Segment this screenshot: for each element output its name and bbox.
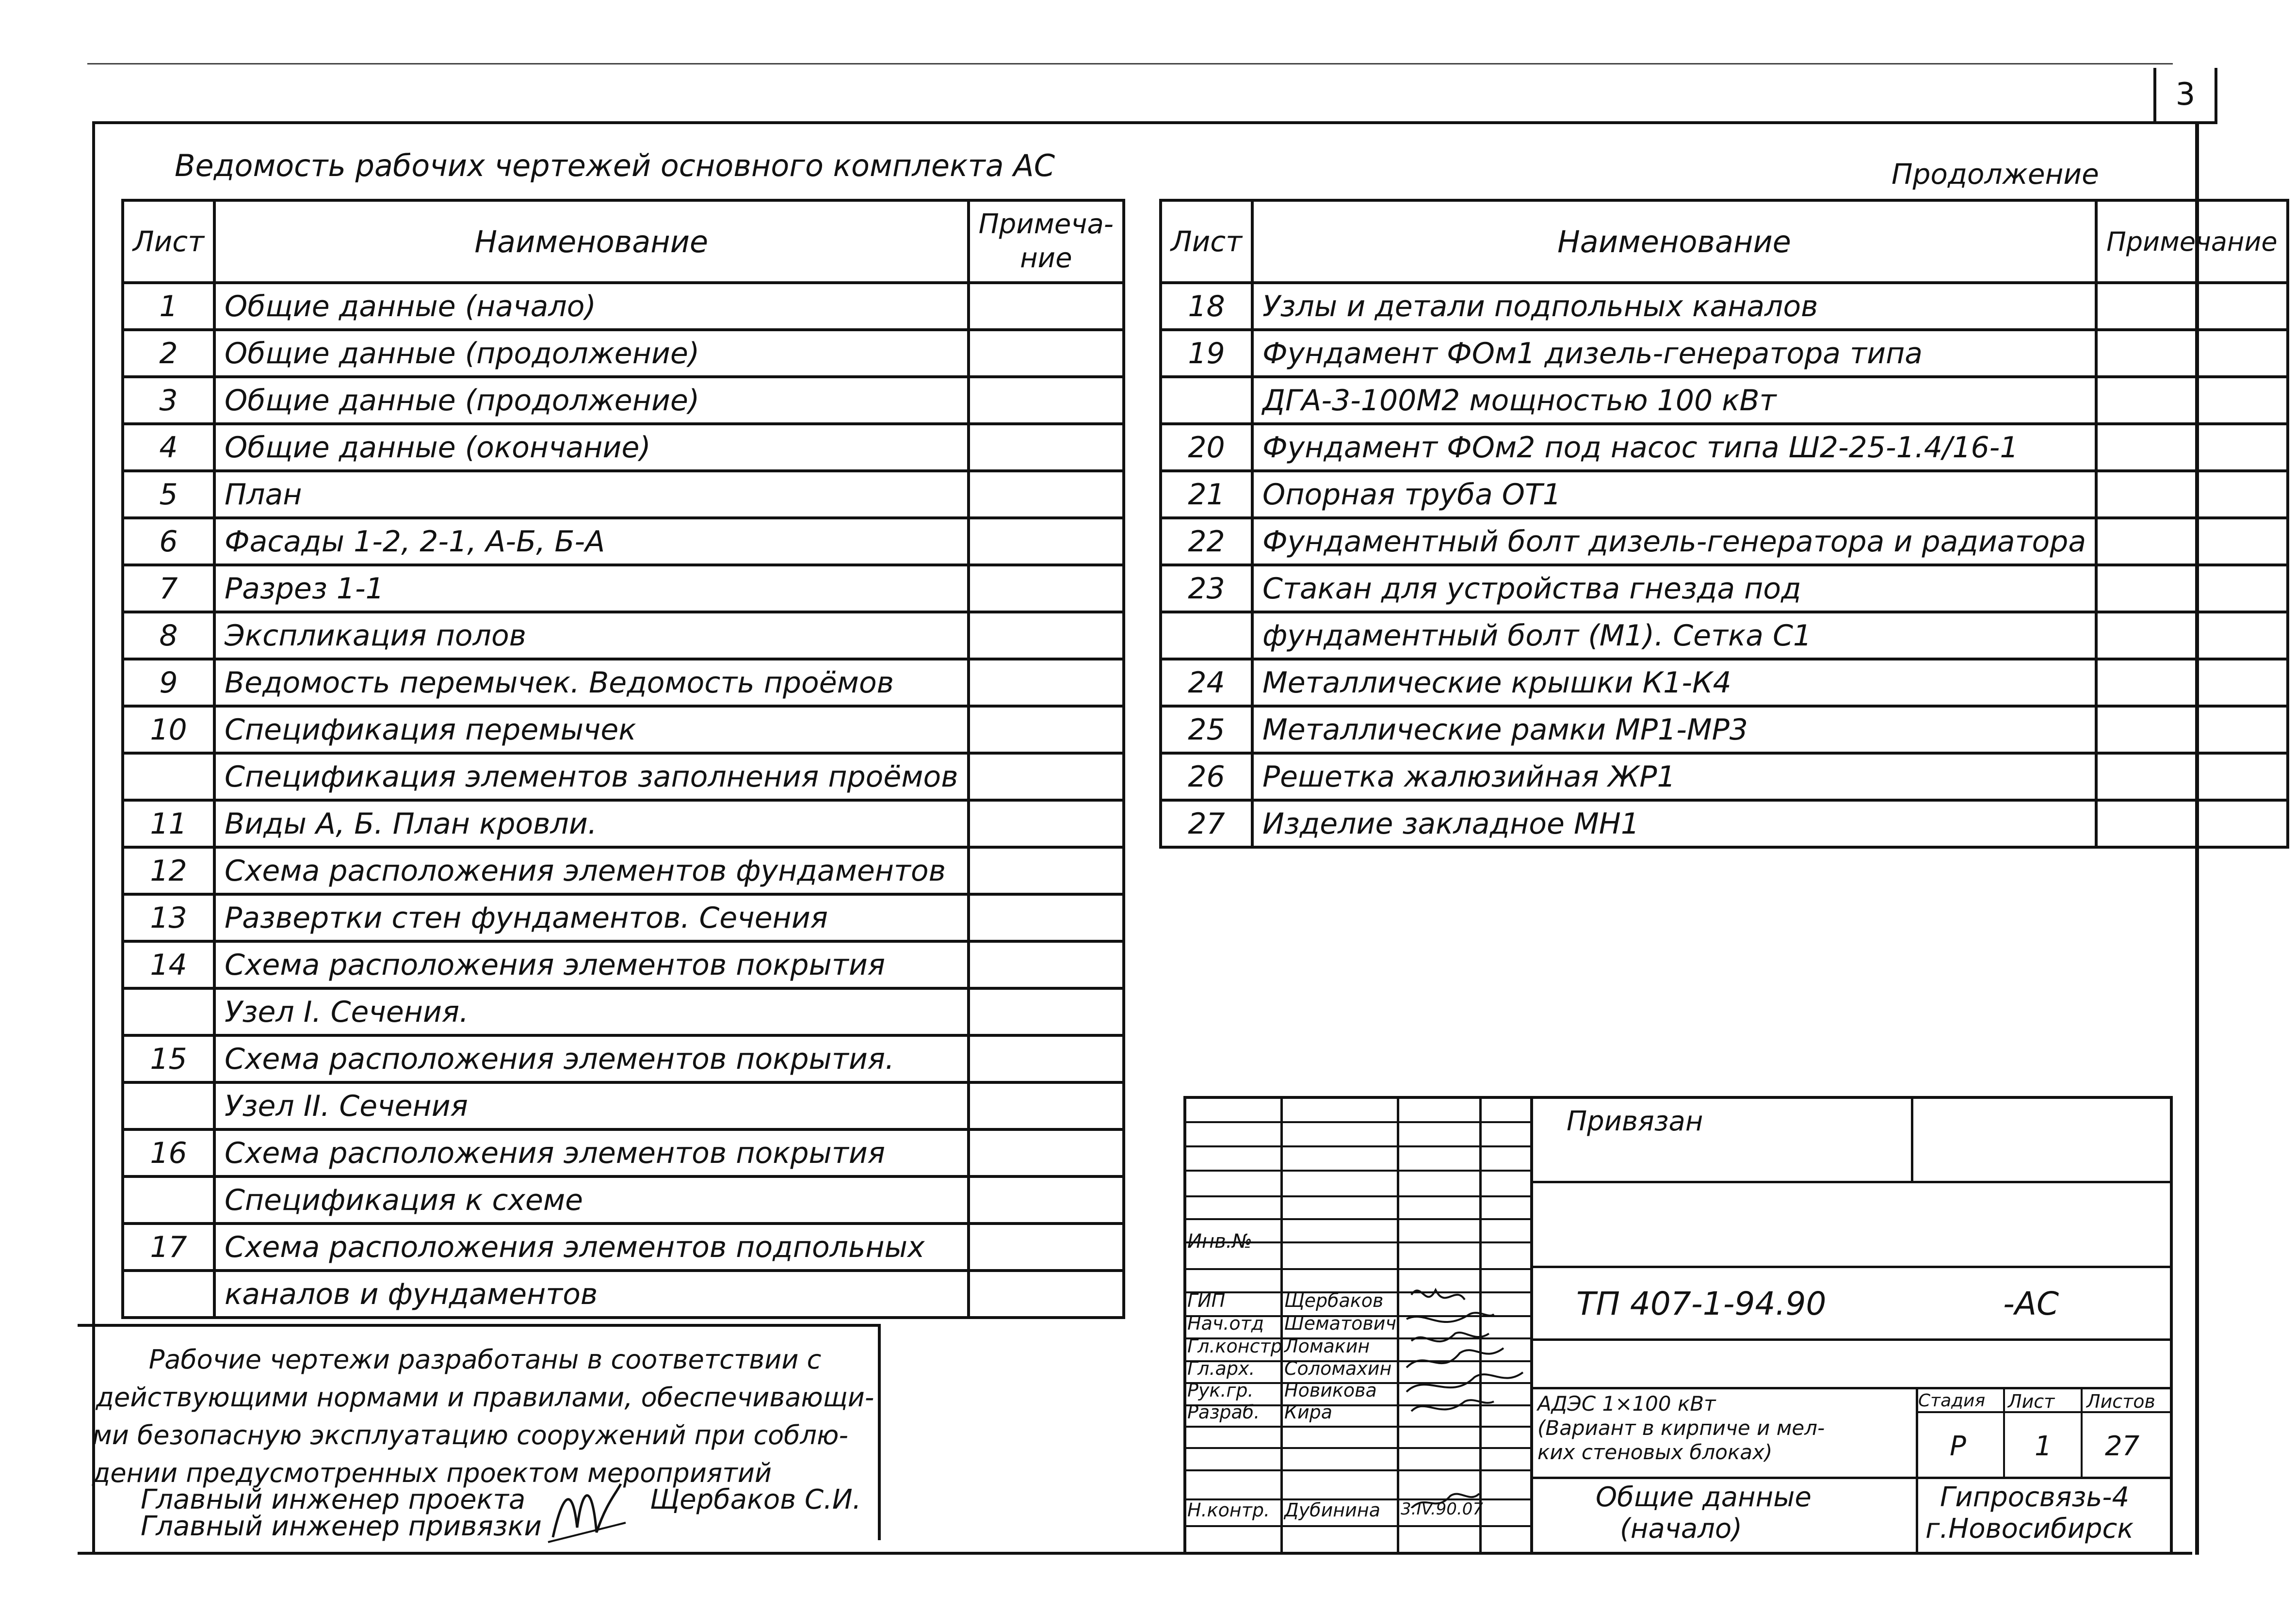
table-header-row bbox=[123, 200, 1124, 283]
sheets-label: Листов bbox=[2086, 1391, 2155, 1412]
table-row bbox=[1161, 612, 2288, 659]
note-cell bbox=[969, 612, 1124, 659]
note-cell bbox=[969, 988, 1124, 1035]
name-developer: Кира bbox=[1284, 1401, 1333, 1423]
table-row bbox=[123, 424, 1124, 471]
table-row bbox=[1161, 706, 2288, 753]
norm-control-date: 3.IV.90.07 bbox=[1401, 1499, 1483, 1519]
table-row bbox=[123, 1129, 1124, 1176]
drawing-name-cell: Узел II. Сечения bbox=[214, 1082, 969, 1129]
header-sheet: Лист bbox=[1161, 200, 1252, 283]
sheet-number-cell: 3 bbox=[123, 377, 214, 424]
bound-label: Привязан bbox=[1567, 1106, 1703, 1137]
drawing-name-cell: Спецификация к схеме bbox=[214, 1176, 969, 1224]
drawing-name-cell: План bbox=[214, 471, 969, 518]
note-cell bbox=[2096, 330, 2288, 377]
sheet-title-line-2: (начало) bbox=[1620, 1513, 1743, 1545]
sheet-title-line-1: Общие данные bbox=[1596, 1481, 1811, 1513]
drawing-name-cell: Спецификация элементов заполнения проёмов bbox=[214, 753, 969, 800]
table-row bbox=[1161, 800, 2288, 847]
sheet-number-cell: 20 bbox=[1161, 424, 1252, 471]
note-cell bbox=[969, 659, 1124, 706]
sheet-number-cell: 7 bbox=[123, 565, 214, 612]
drawing-name-cell: Схема расположения элементов покрытия bbox=[214, 941, 969, 988]
note-cell bbox=[2096, 659, 2288, 706]
right-drawings-table bbox=[1159, 199, 2289, 849]
chief-engineer-label: Главный инженер проекта bbox=[141, 1484, 526, 1515]
table-row bbox=[123, 377, 1124, 424]
note-cell bbox=[2096, 471, 2288, 518]
object-line-1: АДЭС 1×100 кВт bbox=[1537, 1392, 1716, 1416]
drawing-name-cell: Фундамент ФОм2 под насос типа Ш2-25-1.4/16-1 bbox=[1252, 424, 2096, 471]
top-rule bbox=[87, 63, 2173, 64]
header-note: Примечание bbox=[2096, 200, 2288, 283]
drawing-name-cell: Изделие закладное МН1 bbox=[1252, 800, 2096, 847]
note-line: ми безопасную эксплуатацию сооружений при соблю- bbox=[92, 1420, 848, 1450]
stage-value: Р bbox=[1950, 1431, 1966, 1462]
chief-signature bbox=[543, 1474, 631, 1547]
note-cell bbox=[969, 377, 1124, 424]
sheet-number-cell bbox=[123, 753, 214, 800]
table-row bbox=[123, 1082, 1124, 1129]
note-cell bbox=[969, 283, 1124, 330]
table-row bbox=[123, 988, 1124, 1035]
drawing-name-cell: каналов и фундаментов bbox=[214, 1271, 969, 1318]
drawing-name-cell: Узел I. Сечения. bbox=[214, 988, 969, 1035]
sheet-number-cell bbox=[1161, 612, 1252, 659]
object-line-2: (Вариант в кирпиче и мел- bbox=[1537, 1416, 1825, 1440]
table-header-row bbox=[1161, 200, 2288, 283]
drawing-name-cell: Схема расположения элементов подпольных bbox=[214, 1224, 969, 1271]
drawing-name-cell: Схема расположения элементов фундаментов bbox=[214, 847, 969, 894]
sheet-number-cell: 4 bbox=[123, 424, 214, 471]
table-row bbox=[1161, 753, 2288, 800]
header-sheet: Лист bbox=[123, 200, 214, 283]
note-cell bbox=[969, 518, 1124, 565]
note-cell bbox=[969, 424, 1124, 471]
drawing-name-cell: Фундаментный болт дизель-генератора и радиатора bbox=[1252, 518, 2096, 565]
role-gip: ГИП bbox=[1187, 1290, 1226, 1311]
role-chief-architect: Гл.арх. bbox=[1187, 1358, 1255, 1379]
role-developer: Разраб. bbox=[1187, 1401, 1260, 1423]
page-number-box bbox=[2153, 68, 2217, 124]
table-row bbox=[1161, 283, 2288, 330]
sheet-number-cell: 1 bbox=[123, 283, 214, 330]
note-line: Рабочие чертежи разработаны в соответствии с bbox=[148, 1344, 822, 1375]
table-row bbox=[123, 518, 1124, 565]
sheet-number-cell: 8 bbox=[123, 612, 214, 659]
table-row bbox=[1161, 330, 2288, 377]
sheet-number-cell: 14 bbox=[123, 941, 214, 988]
table-row bbox=[1161, 424, 2288, 471]
continuation-label: Продолжение bbox=[1892, 158, 2099, 191]
page-number: 3 bbox=[2175, 77, 2196, 113]
note-cell bbox=[969, 894, 1124, 941]
sheet-number-cell: 25 bbox=[1161, 706, 1252, 753]
drawing-name-cell: фундаментный болт (М1). Сетка С1 bbox=[1252, 612, 2096, 659]
note-cell bbox=[969, 1224, 1124, 1271]
sheet-number-cell: 2 bbox=[123, 330, 214, 377]
drawing-name-cell: Металлические крышки К1-К4 bbox=[1252, 659, 2096, 706]
sheet-value: 1 bbox=[2035, 1431, 2052, 1462]
name-norm-control: Дубинина bbox=[1284, 1499, 1380, 1521]
name-chief-architect: Соломахин bbox=[1284, 1358, 1392, 1379]
note-cell bbox=[2096, 565, 2288, 612]
note-cell bbox=[969, 1129, 1124, 1176]
sheet-number-cell: 23 bbox=[1161, 565, 1252, 612]
note-cell bbox=[2096, 706, 2288, 753]
table-row bbox=[123, 471, 1124, 518]
table-row bbox=[123, 612, 1124, 659]
drawing-name-cell: Экспликация полов bbox=[214, 612, 969, 659]
object-line-3: ких стеновых блоках) bbox=[1537, 1440, 1773, 1464]
bottom-rule bbox=[78, 1552, 2192, 1555]
table-row bbox=[123, 659, 1124, 706]
note-cell bbox=[2096, 800, 2288, 847]
note-cell bbox=[2096, 424, 2288, 471]
sheet-number-cell: 21 bbox=[1161, 471, 1252, 518]
header-name: Наименование bbox=[1252, 200, 2096, 283]
sheet-number-cell: 26 bbox=[1161, 753, 1252, 800]
name-chief-designer: Ломакин bbox=[1284, 1336, 1370, 1357]
table-row bbox=[123, 1224, 1124, 1271]
drawing-name-cell: Фундамент ФОм1 дизель-генератора типа bbox=[1252, 330, 2096, 377]
drawing-name-cell: Развертки стен фундаментов. Сечения bbox=[214, 894, 969, 941]
table-row bbox=[123, 565, 1124, 612]
drawing-name-cell: Схема расположения элементов покрытия. bbox=[214, 1035, 969, 1082]
sheet-number-cell bbox=[123, 1082, 214, 1129]
sheet-label: Лист bbox=[2008, 1391, 2055, 1412]
sheet-number-cell bbox=[123, 1176, 214, 1224]
note-cell bbox=[2096, 753, 2288, 800]
drawing-name-cell: Опорная труба ОТ1 bbox=[1252, 471, 2096, 518]
role-norm-control: Н.контр. bbox=[1187, 1499, 1270, 1521]
name-gip: Щербаков bbox=[1284, 1290, 1384, 1311]
drawing-name-cell: Общие данные (продолжение) bbox=[214, 330, 969, 377]
project-suffix: -АС bbox=[2003, 1285, 2059, 1322]
organization-line-1: Гипросвязь-4 bbox=[1940, 1481, 2130, 1513]
drawing-name-cell: Общие данные (продолжение) bbox=[214, 377, 969, 424]
sheet-number-cell: 27 bbox=[1161, 800, 1252, 847]
sheet-number-cell: 5 bbox=[123, 471, 214, 518]
sheet-number-cell: 12 bbox=[123, 847, 214, 894]
note-cell bbox=[969, 1035, 1124, 1082]
table-row bbox=[1161, 377, 2288, 424]
table-row bbox=[1161, 565, 2288, 612]
note-cell bbox=[2096, 283, 2288, 330]
drawing-name-cell: Узлы и детали подпольных каналов bbox=[1252, 283, 2096, 330]
chief-engineer-name: Щербаков С.И. bbox=[650, 1484, 861, 1515]
sheet-number-cell: 22 bbox=[1161, 518, 1252, 565]
note-cell bbox=[969, 1176, 1124, 1224]
sheet-number-cell: 15 bbox=[123, 1035, 214, 1082]
table-row bbox=[123, 847, 1124, 894]
sheet-number-cell: 16 bbox=[123, 1129, 214, 1176]
note-cell bbox=[969, 800, 1124, 847]
drawing-name-cell: Металлические рамки МР1-МР3 bbox=[1252, 706, 2096, 753]
note-cell bbox=[969, 847, 1124, 894]
note-cell bbox=[969, 1082, 1124, 1129]
left-drawings-table bbox=[121, 199, 1125, 1319]
table-row bbox=[123, 894, 1124, 941]
name-head-dept: Шематович bbox=[1284, 1313, 1396, 1334]
role-group-lead: Рук.гр. bbox=[1187, 1380, 1254, 1401]
table-row bbox=[1161, 471, 2288, 518]
compliance-note bbox=[92, 1341, 878, 1492]
sheet-number-cell: 10 bbox=[123, 706, 214, 753]
project-code: ТП 407-1-94.90 bbox=[1576, 1285, 1827, 1322]
table-row bbox=[123, 1271, 1124, 1318]
title-block-stamp bbox=[1183, 1096, 2173, 1552]
stage-label: Стадия bbox=[1918, 1391, 1986, 1411]
table-row bbox=[1161, 518, 2288, 565]
note-cell bbox=[2096, 612, 2288, 659]
sheet-number-cell bbox=[1161, 377, 1252, 424]
drawing-name-cell: Общие данные (окончание) bbox=[214, 424, 969, 471]
document-title: Ведомость рабочих чертежей основного комплекта АС bbox=[175, 148, 1055, 183]
note-cell bbox=[969, 1271, 1124, 1318]
role-chief-designer: Гл.констр bbox=[1187, 1336, 1282, 1357]
inventory-label: Инв.№ bbox=[1187, 1230, 1252, 1253]
sheets-value: 27 bbox=[2105, 1431, 2140, 1462]
sheet-number-cell bbox=[123, 988, 214, 1035]
table-row bbox=[123, 283, 1124, 330]
drawing-name-cell: Спецификация перемычек bbox=[214, 706, 969, 753]
drawing-name-cell: Схема расположения элементов покрытия bbox=[214, 1129, 969, 1176]
note-cell bbox=[969, 565, 1124, 612]
sheet-number-cell: 6 bbox=[123, 518, 214, 565]
sheet-number-cell: 17 bbox=[123, 1224, 214, 1271]
sheet-number-cell: 18 bbox=[1161, 283, 1252, 330]
header-note: Примеча- ние bbox=[969, 200, 1124, 283]
table-row bbox=[123, 753, 1124, 800]
note-cell bbox=[2096, 518, 2288, 565]
note-cell bbox=[969, 753, 1124, 800]
drawing-name-cell: Фасады 1-2, 2-1, А-Б, Б-А bbox=[214, 518, 969, 565]
note-line: действующими нормами и правилами, обеспечивающи- bbox=[96, 1382, 874, 1413]
note-cell bbox=[969, 330, 1124, 377]
sheet-number-cell: 13 bbox=[123, 894, 214, 941]
drawing-name-cell: Общие данные (начало) bbox=[214, 283, 969, 330]
table-row bbox=[123, 941, 1124, 988]
role-head-dept: Нач.отд bbox=[1187, 1313, 1264, 1334]
sheet-number-cell: 24 bbox=[1161, 659, 1252, 706]
table-row bbox=[123, 800, 1124, 847]
table-row bbox=[123, 706, 1124, 753]
sheet-number-cell: 11 bbox=[123, 800, 214, 847]
table-row bbox=[123, 1035, 1124, 1082]
note-line: дении предусмотренных проектом мероприятий bbox=[92, 1458, 772, 1488]
name-group-lead: Новикова bbox=[1284, 1380, 1377, 1401]
table-row bbox=[1161, 659, 2288, 706]
header-name: Наименование bbox=[214, 200, 969, 283]
chief-engineer-binding-label: Главный инженер привязки bbox=[141, 1511, 542, 1542]
table-row bbox=[123, 330, 1124, 377]
organization-line-2: г.Новосибирск bbox=[1925, 1513, 2134, 1545]
drawing-name-cell: Решетка жалюзийная ЖР1 bbox=[1252, 753, 2096, 800]
drawing-name-cell: ДГА-3-100М2 мощностью 100 кВт bbox=[1252, 377, 2096, 424]
sheet-number-cell: 9 bbox=[123, 659, 214, 706]
drawing-name-cell: Виды А, Б. План кровли. bbox=[214, 800, 969, 847]
drawing-name-cell: Ведомость перемычек. Ведомость проёмов bbox=[214, 659, 969, 706]
sheet-number-cell: 19 bbox=[1161, 330, 1252, 377]
sheet-number-cell bbox=[123, 1271, 214, 1318]
drawing-name-cell: Разрез 1-1 bbox=[214, 565, 969, 612]
stamp-signatures bbox=[1397, 1280, 1533, 1508]
table-row bbox=[123, 1176, 1124, 1224]
note-cell bbox=[969, 471, 1124, 518]
note-cell bbox=[969, 706, 1124, 753]
note-cell bbox=[2096, 377, 2288, 424]
drawing-name-cell: Стакан для устройства гнезда под bbox=[1252, 565, 2096, 612]
note-cell bbox=[969, 941, 1124, 988]
